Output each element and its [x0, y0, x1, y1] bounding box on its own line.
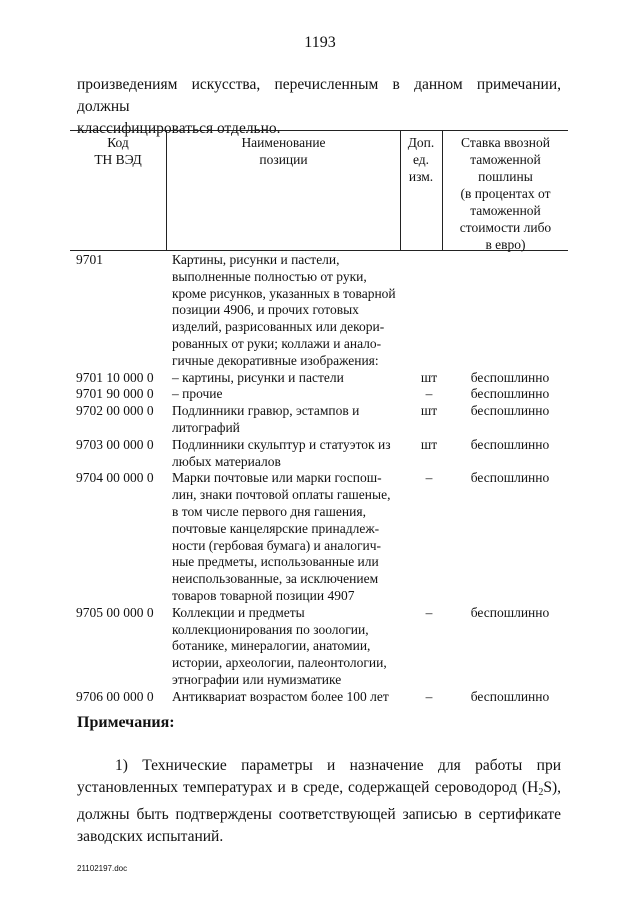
cell-rate: беспошлинно: [470, 436, 550, 452]
cell-name-line: товаров товарной позиции 4907: [172, 587, 355, 603]
table-row: [0, 370, 640, 387]
cell-name: [172, 403, 404, 437]
cell-name-line: выполненные полностью от руки,: [172, 268, 367, 284]
cell-code: 9703 00 000 0: [76, 436, 154, 452]
table-row: [0, 386, 640, 403]
table-row: [0, 403, 640, 437]
cell-name: [172, 370, 404, 387]
cell-name-line: изделий, разрисованных или декори-: [172, 319, 385, 335]
cell-unit: шт: [420, 436, 438, 452]
cell-name-line: Антиквариат возрастом более 100 лет: [172, 688, 389, 704]
cell-name-line: Коллекции и предметы: [172, 604, 305, 620]
cell-name-line: гичные декоративные изображения:: [172, 352, 379, 368]
cell-unit: –: [425, 386, 433, 402]
cell-name-line: – картины, рисунки и пастели: [172, 369, 344, 385]
cell-unit: шт: [420, 403, 438, 419]
cell-name-line: Подлинники скульптур и статуэток из: [172, 436, 391, 452]
intro-line: произведениям искусства, перечисленным в данном примечании, должны: [77, 76, 561, 115]
cell-rate: [450, 252, 570, 370]
cell-name-line: любых материалов: [172, 453, 281, 469]
cell-rate: беспошлинно: [470, 403, 550, 419]
cell-name-line: рованных от руки; коллажи и анало-: [172, 335, 382, 351]
note-number: 1): [115, 757, 128, 774]
cell-rate: беспошлинно: [470, 688, 550, 704]
cell-code: 9702 00 000 0: [76, 403, 154, 419]
header-unit: Доп. ед. изм.: [407, 135, 435, 184]
cell-name-line: позиции 4906, и прочих готовых: [172, 302, 359, 318]
cell-name-line: литографий: [172, 419, 240, 435]
footer-filename: 21102197.doc: [77, 864, 128, 873]
cell-unit: –: [425, 604, 433, 620]
header-code: Код ТН ВЭД: [94, 135, 142, 167]
notes-heading: Примечания:: [77, 714, 175, 731]
cell-name-line: неиспользованные, за исключением: [172, 571, 379, 587]
table-body: [0, 252, 640, 706]
note-text-part: Технические параметры и назначение для работы при установленных температурах и в среде, содержащей сероводород (H: [77, 757, 561, 796]
cell-unit: –: [425, 470, 433, 486]
table-row: [0, 252, 640, 370]
cell-name: [172, 437, 404, 471]
cell-name-line: этнографии или нумизматике: [172, 671, 342, 687]
cell-rate: беспошлинно: [470, 604, 550, 620]
page-number: 1193: [304, 34, 336, 51]
cell-code: 9704 00 000 0: [76, 470, 154, 486]
cell-unit: [408, 252, 450, 370]
cell-name: [172, 605, 404, 689]
cell-name-line: Картины, рисунки и пастели,: [172, 252, 340, 267]
cell-rate: беспошлинно: [470, 386, 550, 402]
cell-name-line: истории, археологии, палеонтологии,: [172, 655, 387, 671]
cell-code: 9705 00 000 0: [76, 604, 154, 620]
table-row: [0, 470, 640, 604]
cell-name: [172, 689, 404, 706]
cell-code: 9701: [76, 252, 103, 267]
header-name: Наименование позиции: [241, 135, 326, 167]
note-text-part: S), должны быть подтверждены соответствующей записью в сертификате заводских испытаний.: [77, 779, 561, 845]
table-row: [0, 605, 640, 689]
cell-name: [172, 252, 404, 370]
cell-name-line: ные предметы, использованные или: [172, 554, 379, 570]
cell-name-line: Марки почтовые или марки госпош-: [172, 470, 382, 486]
cell-unit: –: [425, 688, 433, 704]
cell-code: 9706 00 000 0: [76, 688, 154, 704]
table-row: [0, 437, 640, 471]
cell-code: 9701 10 000 0: [76, 369, 154, 385]
note-item: [77, 755, 561, 848]
header-rate: Ставка ввозной таможенной пошлины (в процентах от таможенной стоимости либо в евро): [459, 135, 552, 252]
intro-line: классифицироваться отдельно.: [77, 120, 281, 137]
table-row: [0, 689, 640, 706]
cell-rate: беспошлинно: [470, 470, 550, 486]
cell-name-line: Подлинники гравюр, эстампов и: [172, 403, 360, 419]
cell-name-line: в том числе первого дня гашения,: [172, 503, 366, 519]
cell-name-line: лин, знаки почтовой оплаты гашеные,: [172, 487, 391, 503]
cell-name-line: ботанике, минералогии, анатомии,: [172, 638, 371, 654]
cell-name-line: – прочие: [172, 386, 223, 402]
cell-name-line: кроме рисунков, указанных в товарной: [172, 285, 396, 301]
cell-unit: шт: [420, 369, 438, 385]
cell-name: [172, 386, 404, 403]
table-top-rule: [70, 130, 568, 131]
cell-name-line: коллекционирования по зоологии,: [172, 621, 369, 637]
cell-name-line: почтовые канцелярские принадлеж-: [172, 520, 380, 536]
cell-name-line: ности (гербовая бумага) и аналогич-: [172, 537, 382, 553]
cell-code: 9701 90 000 0: [76, 386, 154, 402]
formula-subscript: 2: [538, 787, 544, 798]
cell-name: [172, 470, 404, 604]
cell-rate: беспошлинно: [470, 369, 550, 385]
